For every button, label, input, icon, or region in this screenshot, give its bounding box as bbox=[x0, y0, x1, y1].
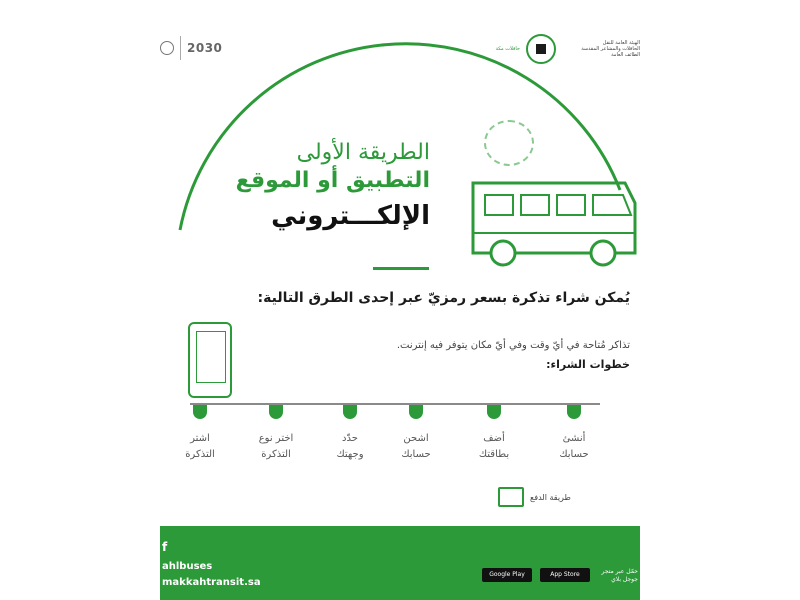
step-marker bbox=[409, 405, 423, 419]
step-marker bbox=[487, 405, 501, 419]
payment-method bbox=[498, 487, 571, 507]
org-logo-icon bbox=[526, 34, 556, 64]
vision-2030-icon bbox=[160, 41, 174, 55]
org-name: الهيئة العامة للنقل الحافلات والمشاعر المقدسة الطائف العامة bbox=[581, 40, 640, 58]
facebook-icon[interactable]: f bbox=[162, 540, 168, 554]
website-link[interactable]: makkahtransit.sa bbox=[162, 577, 261, 588]
google-play-badge[interactable]: Google Play bbox=[482, 568, 532, 582]
phone-icon bbox=[188, 322, 232, 398]
step-label: اشتر التذكرة bbox=[185, 433, 215, 460]
step-marker bbox=[193, 405, 207, 419]
title-line-3: الإلكـــتروني bbox=[271, 201, 430, 231]
title-underline bbox=[373, 267, 429, 270]
step-5 bbox=[246, 405, 306, 463]
description-text: تذاكر مُتاحة في أيّ وقت وفي أيّ مكان يتوفر فيه إنترنت. bbox=[396, 340, 630, 351]
footer bbox=[160, 526, 640, 600]
app-store-badge[interactable]: App Store bbox=[540, 568, 590, 582]
step-label: اشحن حسابك bbox=[401, 433, 431, 460]
download-text: حمّل عبر متجر جوجل بلاي bbox=[601, 568, 638, 583]
title-line-1: الطريقة الأولى bbox=[296, 140, 430, 165]
step-3 bbox=[386, 405, 446, 463]
vision-2030-logo bbox=[160, 36, 222, 60]
step-4 bbox=[320, 405, 380, 463]
intro-text: يُمكن شراء تذكرة بسعر رمزيّ عبر إحدى الطرق التالية: bbox=[257, 290, 630, 306]
steps-title: خطوات الشراء: bbox=[546, 358, 630, 371]
payment-card-icon bbox=[498, 487, 524, 507]
step-label: أضف بطاقتك bbox=[478, 433, 510, 460]
step-6 bbox=[170, 405, 230, 463]
bus-icon bbox=[465, 165, 640, 270]
page-title bbox=[236, 140, 430, 236]
step-marker bbox=[567, 405, 581, 419]
title-line-2: التطبيق أو الموقع bbox=[235, 168, 430, 193]
step-1 bbox=[544, 405, 604, 463]
org-logo-group bbox=[496, 34, 640, 64]
payment-label: طريقة الدفع bbox=[530, 492, 571, 502]
social-handle[interactable]: ahlbuses bbox=[162, 561, 213, 572]
step-label: أنشئ حسابك bbox=[559, 433, 589, 460]
stamp-icon bbox=[484, 120, 534, 166]
vision-2030-text: 2030 bbox=[187, 41, 223, 55]
step-marker bbox=[343, 405, 357, 419]
bus-brand: حافلات مكة bbox=[495, 46, 520, 52]
step-label: اختر نوع التذكرة bbox=[258, 433, 294, 460]
step-marker bbox=[269, 405, 283, 419]
step-label: حدّد وجهتك bbox=[336, 433, 364, 460]
header bbox=[160, 0, 640, 100]
poster bbox=[160, 0, 640, 600]
step-2 bbox=[464, 405, 524, 463]
